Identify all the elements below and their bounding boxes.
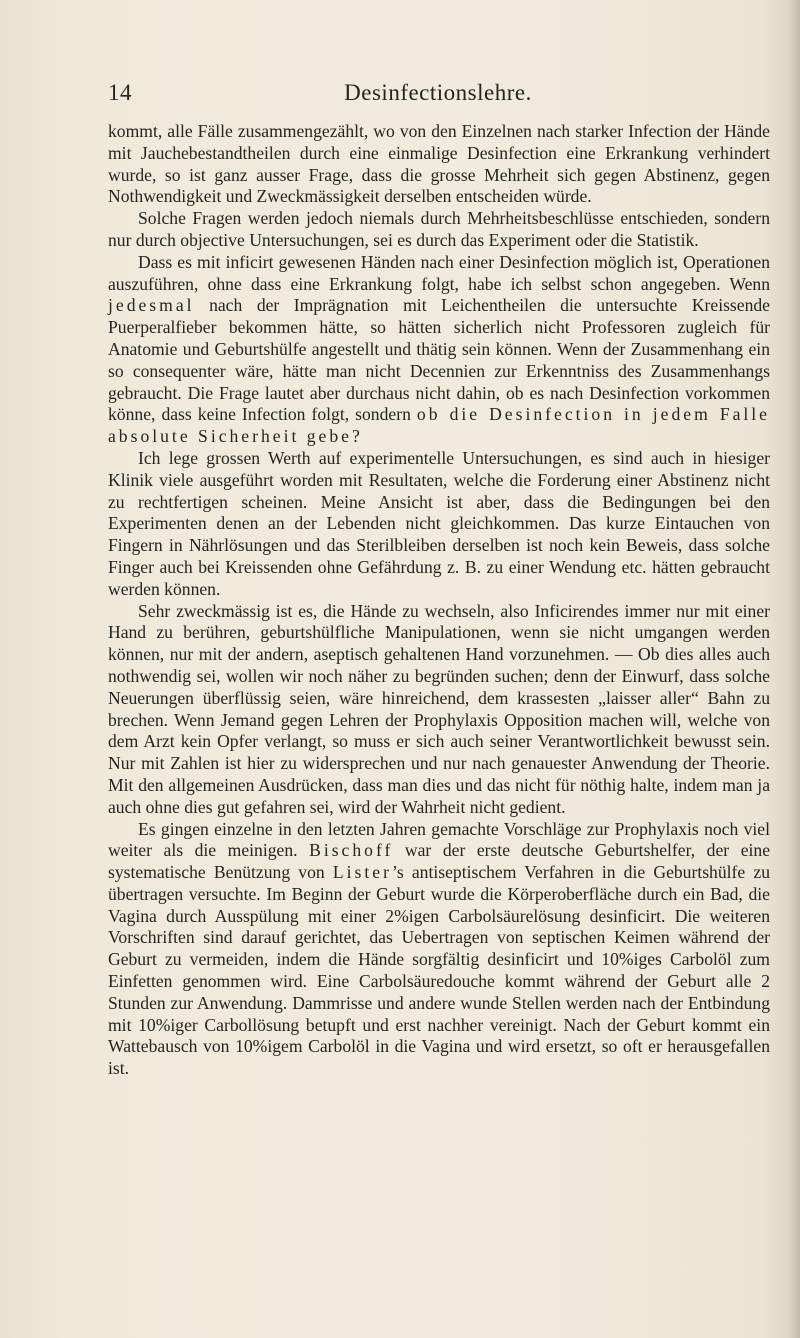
paragraph	[108, 121, 770, 208]
page-number: 14	[108, 80, 132, 105]
running-title: Desinfectionslehre.	[344, 80, 532, 105]
emphasized-text: jedesmal	[108, 295, 195, 316]
emphasized-text: Bischoff	[309, 840, 394, 861]
paragraph	[108, 208, 770, 252]
text-run: Sehr zweckmässig ist es, die Hände zu wechseln, also Inficirendes immer nur mit einer Hand zu berühren, geburtshülfliche Manipulationen, wenn sie nicht umgangen werden können, nur mit der andern, aseptisch gehaltenen Hand vorzunehmen. — Ob dies alles auch nothwendig sei, wollen wir noch näher zu begründen suchen; denn der Einwurf, dass solche Neuerungen überflüssig seien, wäre hinreichend, dem krassesten „laisser aller“ Bahn zu brechen. Wenn Jemand gegen Lehren der Prophylaxis Opposition machen will, welche von dem Arzt kein Opfer verlangt, so muss er sich auch seiner Verantwortlichkeit bewusst sein. Nur mit Zahlen ist hier zu widersprechen und nur nach genauester Anwendung der Theorie. Mit den allgemeinen Ausdrücken, dass man dies und das nicht für nöthig halte, indem man ja auch ohne dies gut gefahren sei, wird der Wahrheit nicht gedient.	[108, 600, 770, 817]
paragraph	[108, 819, 770, 1081]
paragraph	[108, 448, 770, 601]
text-run: kommt, alle Fälle zusammengezählt, wo von den Einzelnen nach starker Infection der Hände mit Jauchebestandtheilen durch eine einmalige Desinfection eine Erkrankung verhindert wurde, so ist ganz ausser Frage, dass die grosse Mehrheit sich gegen Abstinenz, gegen Nothwendigkeit und Zweckmässigkeit derselben entscheiden würde.	[108, 121, 770, 207]
emphasized-text: Lister	[332, 862, 392, 883]
text-run: war der erste deutsche Geburtshelfer, der eine systematische Benützung von	[108, 840, 770, 883]
text-run: Ich lege grossen Werth auf experimentelle Untersuchungen, es sind auch in hiesiger Klinik viele ausgeführt worden mit Resultaten, welche die Forderung einer Abstinenz nicht zu rechtfertigen scheinen. Meine Ansicht ist aber, dass die Bedingungen bei den Experimenten denen an der Lebenden nicht gleichkommen. Das kurze Eintauchen von Fingern in Nährlösungen und das Sterilbleiben derselben ist noch kein Beweis, dass solche Finger auch bei Kreissenden ohne Gefährdung z. B. zu einer Wendung etc. hätten gebraucht werden können.	[108, 447, 770, 599]
page-edge-shadow	[788, 0, 800, 1338]
text-run: ’s antiseptischem Verfahren in die Geburtshülfe zu übertragen versuchte. Im Beginn der Geburt wurde die Körperoberfläche durch ein Bad, die Vagina durch Ausspülung mit einer 2%igen Carbolsäurelösung desinficirt. Die weiteren Vorschriften sind darauf gerichtet, das Uebertragen von septischen Keimen während der Geburt zu vermeiden, indem die Hände sorgfältig desinficirt und 10%iges Carbolöl zum Einfetten genommen wird. Eine Carbolsäuredouche kommt während der Geburt alle 2 Stunden zur Anwendung. Dammrisse und andere wunde Stellen werden nach der Entbindung mit 10%iger Carbollösung betupft und erst nachher vereinigt. Nach der Geburt kommt ein Wattebausch von 10%igem Carbolöl in die Vagina und wird ersetzt, so oft er herausgefallen ist.	[108, 862, 770, 1079]
paragraph	[108, 601, 770, 819]
text-run: Es gingen einzelne in den letzten Jahren gemachte Vorschläge zur Prophylaxis noch viel weiter als die meinigen.	[108, 818, 770, 861]
text-run: nach der Imprägnation mit Leichentheilen die untersuchte Kreissende Puerperalfieber bekommen hätte, so hätten sicherlich nicht Professoren zugleich für Anatomie und Geburtshülfe angestellt und thätig sein können. Wenn der Zusammenhang ein so consequenter wäre, hätte man nicht Decennien zur Erkenntniss des Zusammenhangs gebraucht. Die Frage lautet aber durchaus nicht dahin, ob es nach Desinfection vorkommen könne, dass keine Infection folgt, sondern	[108, 295, 770, 425]
running-head	[108, 80, 768, 110]
text-run: Solche Fragen werden jedoch niemals durch Mehrheitsbeschlüsse entschieden, sondern nur durch objective Untersuchungen, sei es durch das Experiment oder die Statistik.	[108, 208, 770, 250]
paragraph	[108, 252, 770, 448]
body-text	[108, 121, 770, 1080]
emphasized-text: ob die Desinfection in jedem Falle absolute Sicherheit gebe?	[108, 404, 770, 447]
text-run: Dass es mit inficirt gewesenen Händen nach einer Desinfection möglich ist, Operationen auszuführen, ohne dass eine Erkrankung folgt, habe ich selbst schon angegeben. Wenn	[108, 251, 770, 294]
